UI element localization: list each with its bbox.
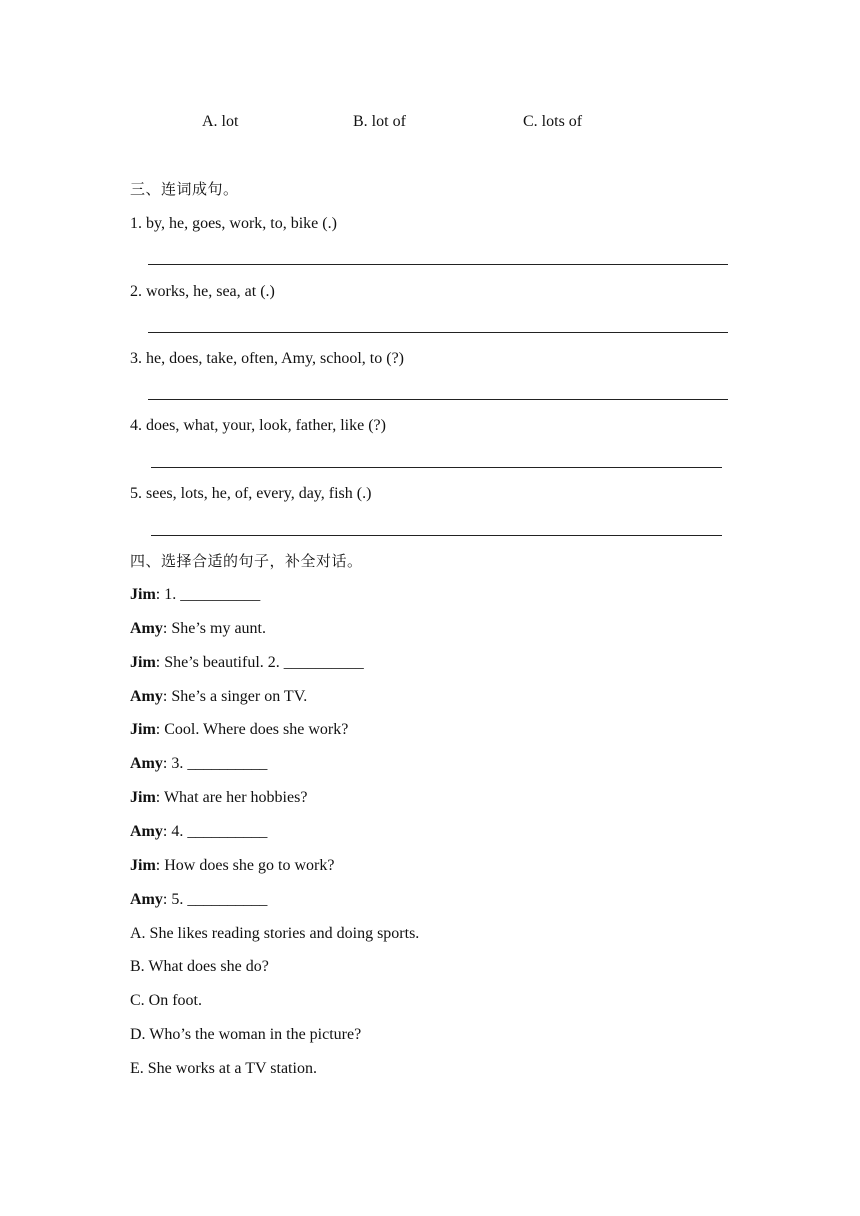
choice-item: B. What does she do? [130, 958, 269, 975]
speaker-name: Amy [130, 891, 163, 908]
choice-item: C. On foot. [130, 992, 202, 1009]
dialogue-line [130, 856, 334, 876]
dialogue-text: : 1. __________ [155, 586, 261, 603]
option-b: B. lot of [353, 113, 406, 130]
dialogue-text: : 3. __________ [162, 755, 268, 772]
dialogue-text: : 5. __________ [162, 891, 268, 908]
speaker-name: Amy [130, 620, 163, 637]
dialogue-line [130, 585, 260, 605]
dialogue-line [130, 619, 266, 639]
dialogue-line [130, 754, 267, 774]
choice-item: E. She works at a TV station. [130, 1060, 317, 1077]
dialogue-text: : What are her hobbies? [155, 789, 308, 806]
dialogue-line [130, 822, 267, 842]
sentence-item: 3. he, does, take, often, Amy, school, to (?) [130, 350, 405, 367]
answer-line [148, 264, 728, 265]
sentence-item: 2. works, he, sea, at (.) [130, 283, 275, 300]
choice-item: A. She likes reading stories and doing sports. [130, 925, 420, 942]
section4-heading: 四、选择合适的句子，补全对话。 [130, 552, 363, 570]
answer-line [148, 399, 728, 400]
sentence-item: 4. does, what, your, look, father, like (?) [130, 417, 386, 434]
answer-line [148, 332, 728, 333]
dialogue-line [130, 720, 348, 740]
speaker-name: Amy [130, 823, 163, 840]
sentence-item: 5. sees, lots, he, of, every, day, fish (.) [130, 485, 372, 502]
option-a: A. lot [202, 113, 239, 130]
dialogue-line [130, 890, 267, 910]
section3-heading: 三、连词成句。 [130, 180, 239, 198]
speaker-name: Amy [130, 755, 163, 772]
dialogue-text: : She’s beautiful. 2. __________ [155, 654, 364, 671]
dialogue-text: : Cool. Where does she work? [155, 721, 349, 738]
answer-line [151, 535, 722, 536]
option-c: C. lots of [523, 113, 583, 130]
speaker-name: Amy [130, 688, 163, 705]
choice-item: D. Who’s the woman in the picture? [130, 1026, 362, 1043]
dialogue-text: : She’s my aunt. [162, 620, 266, 637]
dialogue-line [130, 788, 307, 808]
dialogue-line [130, 687, 307, 707]
speaker-name: Jim [130, 857, 156, 874]
speaker-name: Jim [130, 654, 156, 671]
dialogue-text: : How does she go to work? [155, 857, 335, 874]
answer-line [151, 467, 722, 468]
dialogue-line [130, 653, 364, 673]
speaker-name: Jim [130, 586, 156, 603]
speaker-name: Jim [130, 721, 156, 738]
dialogue-text: : 4. __________ [162, 823, 268, 840]
sentence-item: 1. by, he, goes, work, to, bike (.) [130, 215, 337, 232]
dialogue-text: : She’s a singer on TV. [162, 688, 308, 705]
speaker-name: Jim [130, 789, 156, 806]
